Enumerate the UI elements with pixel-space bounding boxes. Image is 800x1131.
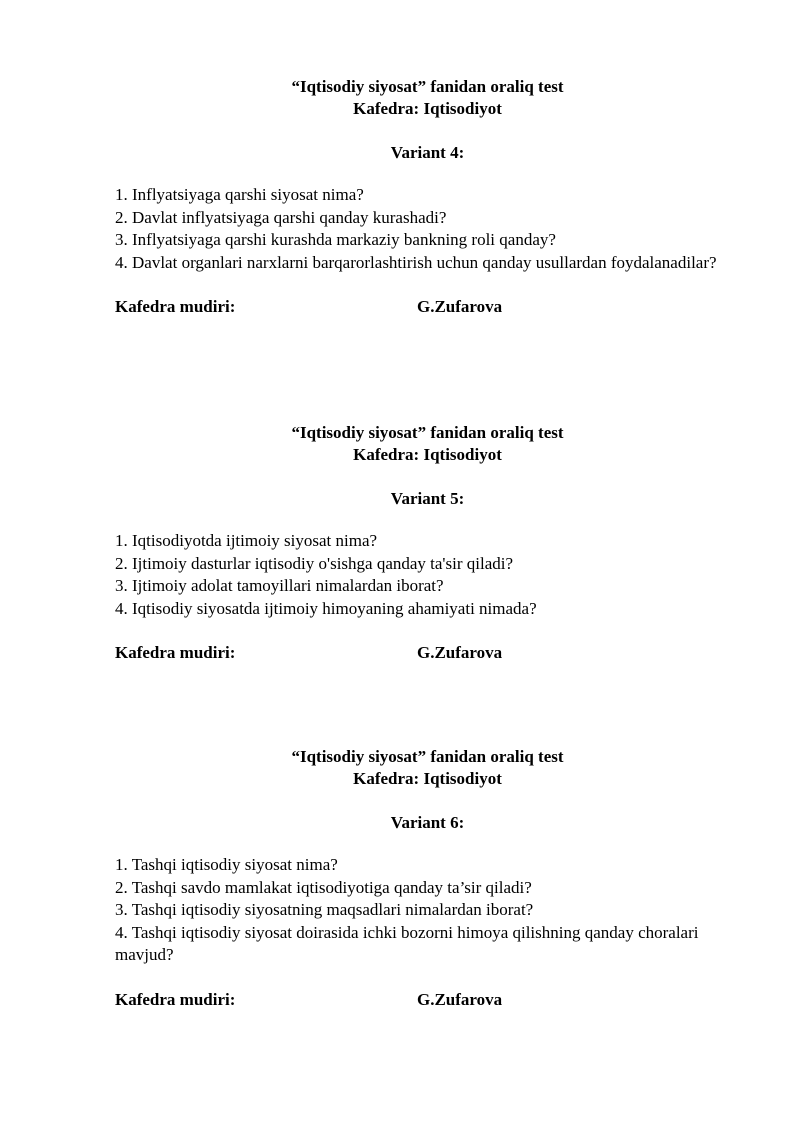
test-title: “Iqtisodiy siyosat” fanidan oraliq test (291, 77, 564, 96)
question-item: 2. Tashqi savdo mamlakat iqtisodiyotiga qanday ta’sir qiladi? (115, 877, 532, 897)
question-item: 4. Davlat organlari narxlarni barqarorlashtirish uchun qanday usullardan foydalanadilar? (115, 252, 717, 272)
question-list (115, 184, 740, 274)
question-item: 2. Ijtimoiy dasturlar iqtisodiy o'sishga qanday ta'sir qiladi? (115, 553, 514, 573)
question-list (115, 530, 740, 620)
signature-name: G.Zufarova (417, 643, 503, 662)
signature-line (115, 296, 740, 318)
signature-role: Kafedra mudiri: (115, 989, 236, 1009)
question-item: 4. Tashqi iqtisodiy siyosat doirasida ichki bozorni himoya qilishning qanday choralari mavjud? (115, 922, 699, 964)
signature-role: Kafedra mudiri: (115, 643, 236, 662)
variant-block-4 (115, 76, 740, 318)
variant-block-5 (115, 422, 740, 664)
signature-role: Kafedra mudiri: (115, 297, 236, 316)
signature-line (115, 642, 740, 664)
question-item: 1. Tashqi iqtisodiy siyosat nima? (115, 855, 338, 874)
signature-name: G.Zufarova (417, 297, 503, 316)
variant-label: Variant 5: (390, 489, 465, 508)
question-item: 2. Davlat inflyatsiyaga qarshi qanday kurashadi? (115, 207, 447, 227)
question-item: 1. Iqtisodiyotda ijtimoiy siyosat nima? (115, 531, 378, 550)
department-title: Kafedra: Iqtisodiyot (353, 445, 502, 464)
question-item: 3. Tashqi iqtisodiy siyosatning maqsadlari nimalardan iborat? (115, 900, 534, 919)
variant-block-6 (115, 746, 740, 1011)
test-title: “Iqtisodiy siyosat” fanidan oraliq test (291, 423, 564, 442)
question-item: 3. Ijtimoiy adolat tamoyillari nimalardan iborat? (115, 576, 444, 595)
question-item: 3. Inflyatsiyaga qarshi kurashda markaziy bankning roli qanday? (115, 230, 556, 249)
question-item: 4. Iqtisodiy siyosatda ijtimoiy himoyaning ahamiyati nimada? (115, 598, 537, 618)
question-item: 1. Inflyatsiyaga qarshi siyosat nima? (115, 185, 364, 204)
signature-line (115, 989, 740, 1011)
department-title: Kafedra: Iqtisodiyot (353, 99, 502, 118)
variant-label: Variant 4: (390, 143, 465, 162)
variant-label: Variant 6: (390, 813, 465, 832)
signature-name: G.Zufarova (417, 989, 503, 1009)
department-title: Kafedra: Iqtisodiyot (353, 769, 502, 788)
question-list (115, 854, 740, 967)
test-title: “Iqtisodiy siyosat” fanidan oraliq test (291, 747, 564, 766)
